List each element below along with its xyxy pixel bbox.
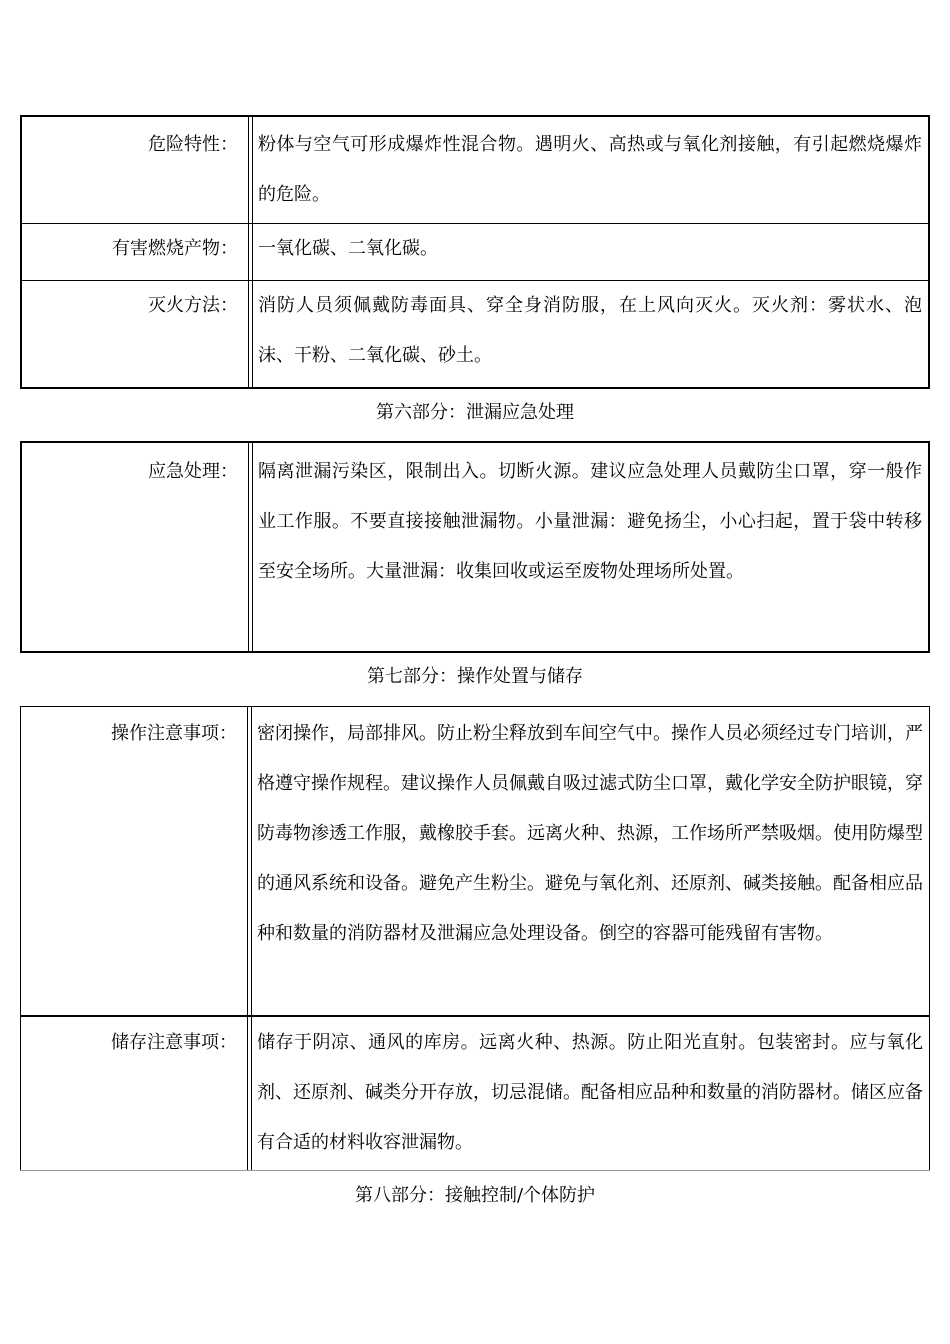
section-7-title: 第七部分：操作处置与储存 (367, 666, 583, 687)
row-label: 危险特性： (148, 134, 238, 155)
table-row (22, 280, 928, 387)
row-text: 粉体与空气可形成爆炸性混合物。遇明火、高热或与氧化剂接触，有引起燃烧爆炸的危险。 (258, 134, 922, 205)
row-text: 密闭操作，局部排风。防止粉尘释放到车间空气中。操作人员必须经过专门培训，严格遵守操作规程。建议操作人员佩戴自吸过滤式防尘口罩，戴化学安全防护眼镜，穿防毒物渗透工作服，戴橡胶手套。远离火种、热源，工作场所严禁吸烟。使用防爆型的通风系统和设备。避免产生粉尘。避免与氧化剂、还原剂、碱类接触。配备相应品种和数量的消防器材及泄漏应急处理设备。倒空的容器可能残留有害物。 (257, 723, 923, 944)
leak-response-table (20, 441, 930, 653)
table-row (22, 443, 928, 651)
handling-storage-table (20, 706, 930, 1170)
row-text: 一氧化碳、二氧化碳。 (258, 238, 438, 259)
row-label: 灭火方法： (148, 295, 238, 316)
row-label: 应急处理： (148, 461, 238, 482)
table-bottom-rule (20, 1170, 930, 1171)
section-6-title: 第六部分：泄漏应急处理 (376, 402, 574, 423)
row-text: 消防人员须佩戴防毒面具、穿全身消防服，在上风向灭火。灭火剂：雾状水、泡沫、干粉、二氧化碳、砂土。 (258, 295, 922, 366)
table-row (22, 117, 928, 223)
row-text: 隔离泄漏污染区，限制出入。切断火源。建议应急处理人员戴防尘口罩，穿一般作业工作服。不要直接接触泄漏物。小量泄漏：避免扬尘，小心扫起，置于袋中转移至安全场所。大量泄漏：收集回收或运至废物处理场所处置。 (258, 461, 922, 582)
row-label: 储存注意事项： (111, 1032, 237, 1053)
row-label: 有害燃烧产物： (112, 238, 238, 259)
table-row (21, 1015, 929, 1171)
fire-properties-table (20, 115, 930, 389)
row-label: 操作注意事项： (111, 723, 237, 744)
section-8-title: 第八部分：接触控制/个体防护 (354, 1185, 596, 1206)
table-row (22, 223, 928, 280)
table-row (21, 707, 929, 1015)
row-text: 储存于阴凉、通风的库房。远离火种、热源。防止阳光直射。包装密封。应与氧化剂、还原剂、碱类分开存放，切忌混储。配备相应品种和数量的消防器材。储区应备有合适的材料收容泄漏物。 (257, 1032, 923, 1153)
